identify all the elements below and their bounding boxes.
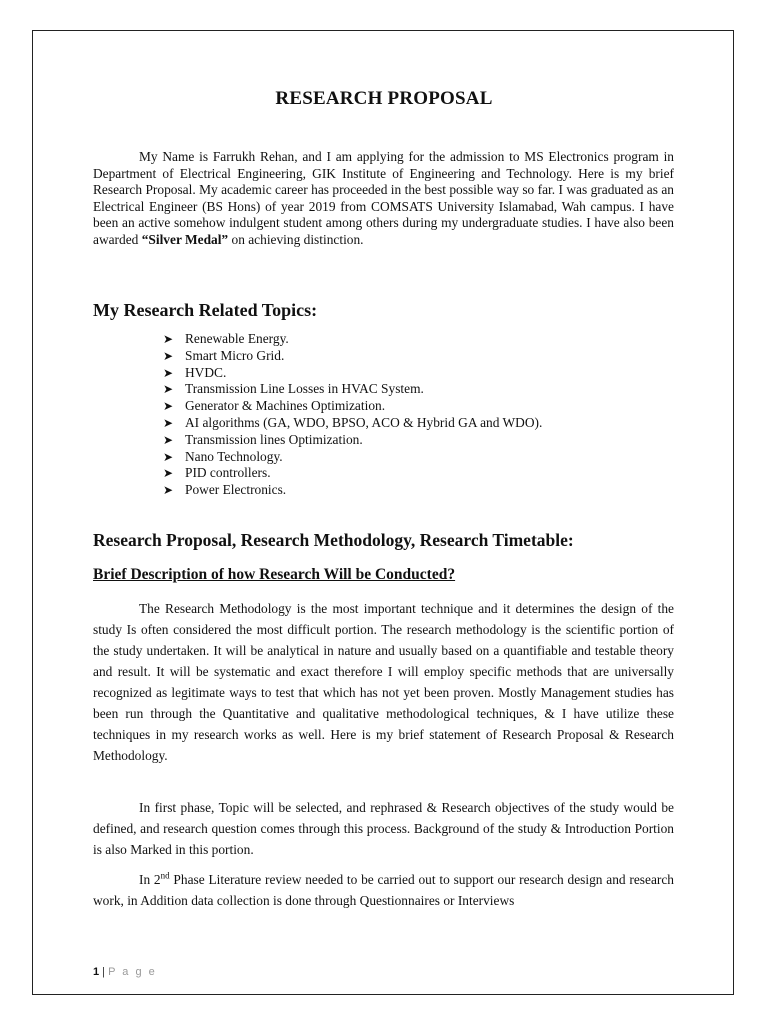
phase-two-paragraph — [93, 869, 674, 911]
list-item — [163, 331, 542, 348]
list-item — [163, 415, 542, 432]
topic-label: AI algorithms (GA, WDO, BPSO, ACO & Hybrid GA and WDO). — [185, 414, 543, 430]
topics-list — [163, 331, 542, 499]
arrowhead-bullet-icon: ➤ — [163, 332, 174, 346]
methodology-paragraph: The Research Methodology is the most important technique and it determines the design of the study Is often considered the most difficult portion. The research methodology is the scientific portion of the study undertaken. It will be analytical in nature and usually based on a quantifiable and testable theory and result. It will be systematic and exact therefore I will employ specific methods that are universally recognized as legitimate ways to test that which has not yet been proven. Mostly Management studies has been run through the Quantitative and qualitative methodological techniques, & I have utilize these techniques in my research works as well. Here is my brief statement of Research Proposal & Research Methodology. — [93, 601, 674, 763]
footer-separator: | — [99, 966, 109, 978]
list-item — [163, 381, 542, 398]
page-footer — [93, 966, 157, 978]
page-number: 1 — [93, 966, 100, 978]
list-item — [163, 465, 542, 482]
arrowhead-bullet-icon: ➤ — [163, 382, 174, 397]
page-label: P a g e — [108, 966, 157, 978]
arrowhead-bullet-icon: ➤ — [163, 432, 174, 447]
topic-label: Transmission lines Optimization. — [185, 431, 363, 447]
methodology-heading: Research Proposal, Research Methodology, Research Timetable: — [93, 530, 574, 550]
brief-description-heading: Brief Description of how Research Will be Conducted? — [93, 566, 456, 583]
intro-text-end: on achieving distinction. — [231, 231, 364, 247]
arrowhead-bullet-icon: ➤ — [163, 365, 174, 380]
list-item — [163, 449, 542, 466]
topic-label: PID controllers. — [185, 465, 271, 481]
phase-two-prefix: In 2 — [139, 872, 161, 887]
intro-text: My Name is Farrukh Rehan, and I am applying for the admission to MS Electronics program in Department of Electrical Engineering, GIK Institute of Engineering and Technology. Here is my brief Research Proposal. My academic career has proceeded in the best possible way so far. I was graduated as an Electrical Engineer (BS Hons) of year 2019 from COMSATS University Islamabad, Wah campus. I have been an active somehow indulgent student among others during my undergraduate studies. I have also been awarded — [93, 149, 674, 247]
intro-paragraph — [93, 149, 674, 249]
arrowhead-bullet-icon: ➤ — [163, 466, 174, 481]
topics-heading: My Research Related Topics: — [93, 300, 318, 320]
topic-label: HVDC. — [185, 364, 227, 380]
arrowhead-bullet-icon: ➤ — [163, 483, 174, 498]
phase-one-paragraph: In first phase, Topic will be selected, and rephrased & Research objectives of the study would be defined, and research question comes through this process. Background of the study & Introduction Portion is also Marked in this portion. — [93, 800, 674, 857]
list-item — [163, 365, 542, 382]
topic-label: Nano Technology. — [185, 448, 283, 464]
arrowhead-bullet-icon: ➤ — [163, 348, 174, 363]
topic-label: Smart Micro Grid. — [185, 347, 285, 363]
ordinal-superscript: nd — [160, 870, 170, 881]
list-item — [163, 348, 542, 365]
list-item — [163, 398, 542, 415]
silver-medal-text: “Silver Medal” — [141, 231, 229, 247]
topic-label: Generator & Machines Optimization. — [185, 398, 386, 414]
phase-two-text: Phase Literature review needed to be carried out to support our research design and research work, in Addition data collection is done through Questionnaires or Interviews — [93, 872, 674, 908]
topic-label: Power Electronics. — [185, 482, 287, 498]
topic-label: Transmission Line Losses in HVAC System. — [185, 381, 424, 397]
list-item — [163, 432, 542, 449]
document-title: RESEARCH PROPOSAL — [275, 88, 493, 109]
topic-label: Renewable Energy. — [185, 331, 289, 346]
arrowhead-bullet-icon: ➤ — [163, 399, 174, 414]
list-item — [163, 482, 542, 499]
arrowhead-bullet-icon: ➤ — [163, 449, 174, 464]
arrowhead-bullet-icon: ➤ — [163, 415, 174, 430]
